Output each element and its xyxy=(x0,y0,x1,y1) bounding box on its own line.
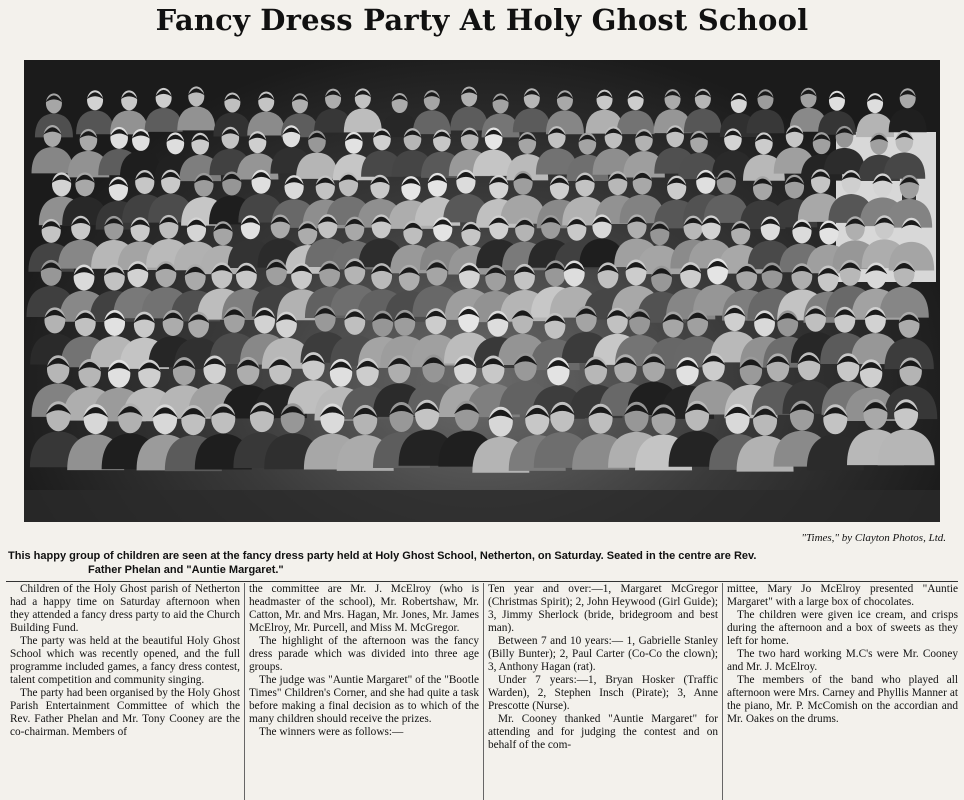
article-paragraph: The party had been organised by the Holy Ghost Parish Entertainment Committee of which the Rev. Father Phelan and Mr. Tony Cooney are the co-chairman. Members of xyxy=(10,687,240,738)
caption-rule xyxy=(6,581,958,582)
group-photo-illustration xyxy=(24,60,940,522)
article-paragraph: Mr. Cooney thanked "Auntie Margaret" for attending and for judging the contest and on behalf of the com- xyxy=(488,713,718,751)
article-body xyxy=(6,583,962,800)
caption-line-2: Father Phelan and "Auntie Margaret." xyxy=(88,564,284,576)
article-paragraph: The judge was "Auntie Margaret" of the "Bootle Times" Children's Corner, and she had quite a task before making a final decision as to which of the many children should receive the prizes. xyxy=(249,674,479,725)
photo-caption xyxy=(8,549,956,577)
article-column-3 xyxy=(484,583,723,800)
article-paragraph: The highlight of the afternoon was the fancy dress parade which was divided into three age groups. xyxy=(249,635,479,673)
article-paragraph: the committee are Mr. J. McElroy (who is headmaster of the school), Mr. Robertshaw, Mr. Catton, Mr. and Mrs. Hagan, Mr. Jones, Mr. James McElroy, Mr. Purcell, and Miss M. McGregor. xyxy=(249,583,479,634)
article-paragraph: The members of the band who played all afternoon were Mrs. Carney and Phyllis Manner at the piano, Mr. P. McComish on the accordian and Mr. Oakes on the drums. xyxy=(727,674,958,725)
article-paragraph: The children were given ice cream, and crisps during the afternoon and a box of sweets as they left for home. xyxy=(727,609,958,647)
group-photo xyxy=(24,60,940,522)
article-paragraph: The party was held at the beautiful Holy Ghost School which was recently opened, and the full programme included games, a fancy dress contest, talent competition and community singing. xyxy=(10,635,240,686)
article-column-2 xyxy=(245,583,484,800)
photo-credit: "Times," by Clayton Photos, Ltd. xyxy=(801,532,946,544)
article-paragraph: Ten year and over:—1, Margaret McGregor (Christmas Spirit); 2, John Heywood (Girl Guide); 3, Jimmy Sherlock (bride, bridegroom and best man). xyxy=(488,583,718,634)
article-column-1 xyxy=(6,583,245,800)
article-paragraph: The two hard working M.C's were Mr. Cooney and Mr. J. McElroy. xyxy=(727,648,958,673)
caption-line-1: This happy group of children are seen at the fancy dress party held at Holy Ghost School, Netherton, on Saturday. Seated in the centre are Rev. xyxy=(8,550,757,562)
article-paragraph: mittee, Mary Jo McElroy presented "Auntie Margaret" with a large box of chocolates. xyxy=(727,583,958,608)
article-paragraph: The winners were as follows:— xyxy=(259,726,404,738)
article-paragraph: Children of the Holy Ghost parish of Netherton had a happy time on Saturday afternoon when they attended a fancy dress party to aid the Church Building Fund. xyxy=(10,583,240,634)
article-column-4 xyxy=(723,583,962,800)
headline: Fancy Dress Party At Holy Ghost School xyxy=(155,3,809,37)
article-paragraph: Between 7 and 10 years:— 1, Gabrielle Stanley (Billy Bunter); 2, Paul Carter (Co-Co the clown); 3, Anthony Hagan (rat). xyxy=(488,635,718,673)
article-paragraph: Under 7 years:—1, Bryan Hosker (Traffic Warden), 2, Stephen Insch (Pirate); 3, Anne Prescotte (Nurse). xyxy=(488,674,718,712)
